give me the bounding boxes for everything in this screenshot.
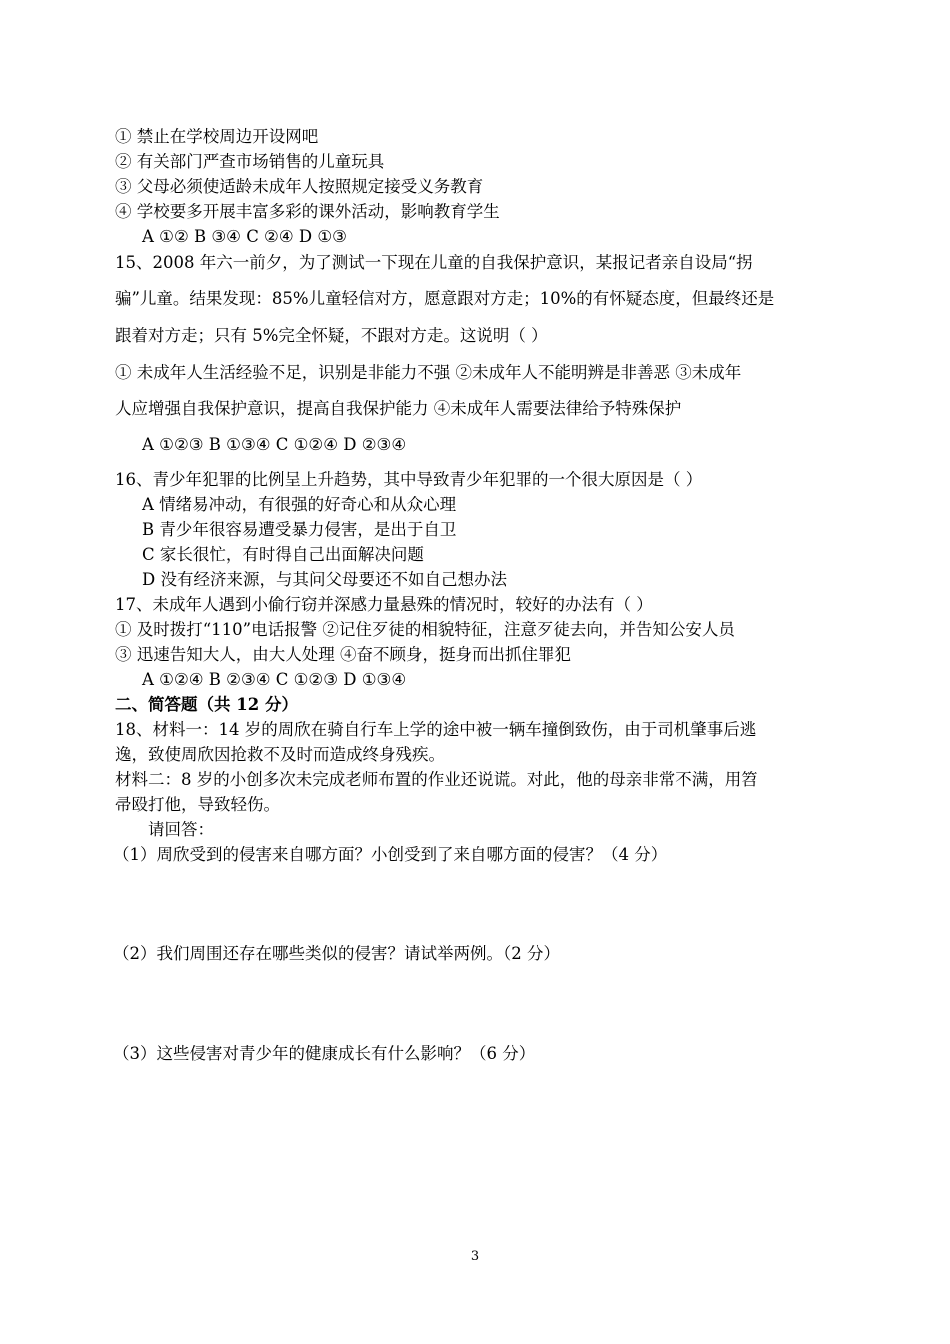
q14-choices: A ①② B ③④ C ②④ D ①③ [142, 227, 347, 246]
q17-stem: 17、未成年人遇到小偷行窃并深感力量悬殊的情况时，较好的办法有（ ） [115, 595, 653, 614]
q16-option-b: B 青少年很容易遭受暴力侵害，是出于自卫 [142, 520, 457, 539]
q15-statement-line-2: 人应增强自我保护意识，提高自我保护能力 ④未成年人需要法律给予特殊保护 [115, 399, 682, 418]
q18-sub-question-2: （2）我们周围还存在哪些类似的侵害？请试举两例。（2 分） [113, 944, 560, 963]
q15-stem-line-3: 跟着对方走；只有 5%完全怀疑，不跟对方走。这说明（ ） [115, 326, 548, 345]
q16-option-a: A 情绪易冲动，有很强的好奇心和从众心理 [142, 495, 457, 514]
page-number: 3 [470, 1249, 480, 1264]
q14-option-1: ① 禁止在学校周边开设网吧 [115, 127, 319, 146]
q15-stem-line-2: 骗”儿童。结果发现：85%儿童轻信对方，愿意跟对方走；10%的有怀疑态度，但最终还是 [115, 289, 775, 308]
q17-statement-line-1: ① 及时拨打“110”电话报警 ②记住歹徒的相貌特征，注意歹徒去向，并告知公安人员 [115, 620, 735, 639]
q15-statement-line-1: ① 未成年人生活经验不足，识别是非能力不强 ②未成年人不能明辨是非善恶 ③未成年 [115, 363, 742, 382]
q18-material-2-line-2: 帚殴打他，导致轻伤。 [115, 795, 280, 814]
q16-option-d: D 没有经济来源，与其问父母要还不如自己想办法 [142, 570, 507, 589]
q17-choices: A ①②④ B ②③④ C ①②③ D ①③④ [142, 670, 407, 689]
q17-statement-line-2: ③ 迅速告知大人，由大人处理 ④奋不顾身，挺身而出抓住罪犯 [115, 645, 571, 664]
q18-prompt: 请回答： [148, 820, 214, 839]
q18-sub-question-3: （3）这些侵害对青少年的健康成长有什么影响？（6 分） [113, 1044, 536, 1063]
q15-choices: A ①②③ B ①③④ C ①②④ D ②③④ [142, 435, 407, 454]
q14-option-4: ④ 学校要多开展丰富多彩的课外活动，影响教育学生 [115, 202, 500, 221]
section-2-heading: 二、简答题（共 12 分） [115, 695, 298, 714]
q18-material-2-line-1: 材料二：8 岁的小创多次未完成老师布置的作业还说谎。对此，他的母亲非常不满，用笤 [115, 770, 758, 789]
q15-stem-line-1: 15、2008 年六一前夕，为了测试一下现在儿童的自我保护意识，某报记者亲自设局“拐 [115, 253, 753, 272]
q16-option-c: C 家长很忙，有时得自己出面解决问题 [142, 545, 424, 564]
q14-option-3: ③ 父母必须使适龄未成年人按照规定接受义务教育 [115, 177, 484, 196]
q18-material-1-line-1: 18、材料一：14 岁的周欣在骑自行车上学的途中被一辆车撞倒致伤，由于司机肇事后逃 [115, 720, 757, 739]
q16-stem: 16、青少年犯罪的比例呈上升趋势，其中导致青少年犯罪的一个很大原因是（ ） [115, 470, 703, 489]
q18-sub-question-1: （1）周欣受到的侵害来自哪方面？小创受到了来自哪方面的侵害？（4 分） [113, 845, 668, 864]
q14-option-2: ② 有关部门严查市场销售的儿童玩具 [115, 152, 385, 171]
q18-material-1-line-2: 逸，致使周欣因抢救不及时而造成终身残疾。 [115, 745, 445, 764]
